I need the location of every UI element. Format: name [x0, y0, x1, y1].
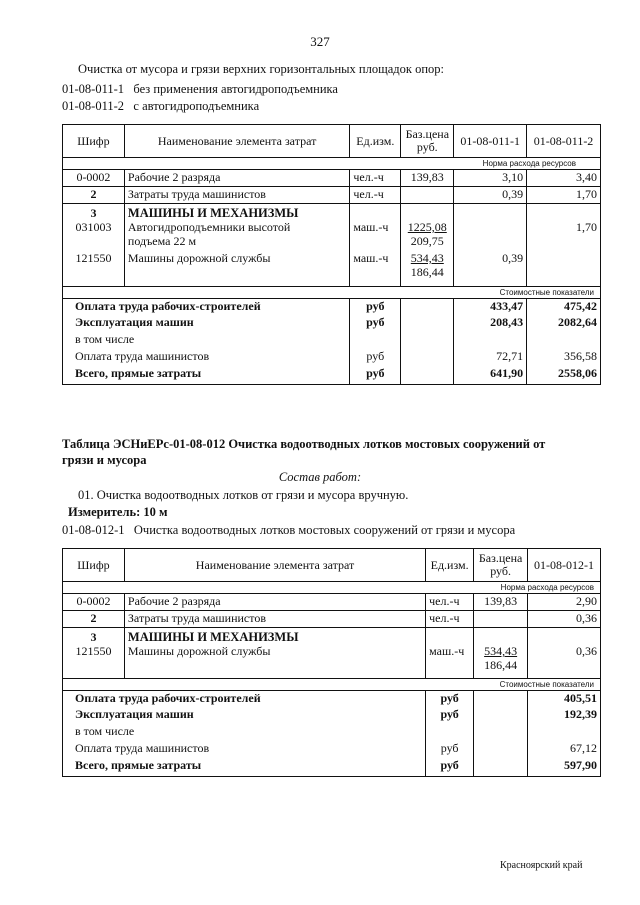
- cost-v1: 433,47: [454, 298, 527, 315]
- row-unit: чел.-ч: [426, 594, 474, 611]
- row-price: 139,83: [401, 170, 454, 187]
- table-row: [63, 366, 601, 384]
- row-v2: 3,40: [527, 170, 601, 187]
- cost-unit: руб: [426, 707, 474, 724]
- table-title: Таблица ЭСНиЕРс-01-08-012 Очистка водоотводных лотков мостовых сооружений от: [62, 437, 546, 451]
- cost-label: Стоимостные показатели: [63, 678, 601, 690]
- cost-unit: руб: [350, 298, 401, 315]
- cost-unit: руб: [426, 690, 474, 707]
- cost-v1: 67,12: [528, 741, 601, 758]
- table-row: [63, 204, 601, 221]
- table-row: [63, 220, 601, 248]
- table-row: [63, 298, 601, 315]
- cost-name: Оплата труда рабочих-строителей: [63, 298, 350, 315]
- row-v2: 1,70: [527, 220, 601, 248]
- variant-line: [62, 82, 338, 97]
- cost-v1: 597,90: [528, 758, 601, 776]
- row-v1: 0,39: [454, 248, 527, 286]
- cost-name: Эксплуатация машин: [63, 315, 350, 332]
- cost-v2: 2082,64: [527, 315, 601, 332]
- header-name: Наименование элемента затрат: [124, 549, 425, 582]
- table-row: [63, 315, 601, 332]
- table-row: [63, 707, 601, 724]
- cost-v2: 475,42: [527, 298, 601, 315]
- row-code: 3: [63, 628, 125, 645]
- row-code: 031003: [63, 220, 125, 248]
- table-row: [63, 248, 601, 286]
- row-name: Рабочие 2 разряда: [124, 594, 425, 611]
- row-price: 139,83: [474, 594, 528, 611]
- table-row: [63, 332, 601, 349]
- resource-table-1: [62, 124, 601, 385]
- cost-name: Оплата труда машинистов: [63, 349, 350, 366]
- norm-label: Норма расхода ресурсов: [63, 582, 601, 594]
- variant-text: с автогидроподъемника: [133, 99, 260, 113]
- row-price: 534,43 186,44: [474, 644, 528, 678]
- variant-code: 01-08-012-1: [62, 523, 125, 537]
- table-row: [63, 758, 601, 776]
- row-price: [401, 187, 454, 204]
- section1-heading: Очистка от мусора и грязи верхних горизонтальных площадок опор:: [78, 62, 445, 76]
- cost-v2: 2558,06: [527, 366, 601, 384]
- row-unit: чел.-ч: [426, 611, 474, 628]
- cost-v1: 405,51: [528, 690, 601, 707]
- composition-label: Состав работ:: [278, 470, 362, 484]
- row-name: Машины дорожной службы: [124, 248, 349, 286]
- row-name: Затраты труда машинистов: [124, 187, 349, 204]
- row-unit: маш.-ч: [426, 644, 474, 678]
- header-code: Шифр: [63, 549, 125, 582]
- row-v1: [454, 220, 527, 248]
- row-code: 0-0002: [63, 594, 125, 611]
- table-row: [63, 741, 601, 758]
- row-unit: чел.-ч: [350, 187, 401, 204]
- row-name: МАШИНЫ И МЕХАНИЗМЫ: [124, 628, 425, 645]
- variant-code: 01-08-011-1: [62, 82, 125, 96]
- cost-name: в том числе: [63, 724, 426, 741]
- row-name: Автогидроподъемники высотой подъема 22 м: [124, 220, 349, 248]
- cost-v1: 208,43: [454, 315, 527, 332]
- row-v1: 0,39: [454, 187, 527, 204]
- variant-text: Очистка водоотводных лотков мостовых сооружений от грязи и мусора: [133, 523, 516, 537]
- header-code: Шифр: [63, 125, 125, 158]
- header-col1: 01-08-011-1: [454, 125, 527, 158]
- row-v1: 0,36: [528, 644, 601, 678]
- header-unit: Ед.изм.: [350, 125, 401, 158]
- row-v1: 2,90: [528, 594, 601, 611]
- row-name: Рабочие 2 разряда: [124, 170, 349, 187]
- resource-table-2: [62, 548, 601, 777]
- table-row: [63, 349, 601, 366]
- header-price: Баз.цена руб.: [474, 549, 528, 582]
- cost-v2: 356,58: [527, 349, 601, 366]
- header-col2: 01-08-011-2: [527, 125, 601, 158]
- header-col1: 01-08-012-1: [528, 549, 601, 582]
- variant-line: [62, 99, 259, 114]
- variant-line: [62, 523, 515, 538]
- table-row: [63, 170, 601, 187]
- footer-region: Красноярский край: [500, 860, 583, 871]
- variant-text: без применения автогидроподъемника: [133, 82, 338, 96]
- row-price: 1225,08 209,75: [401, 220, 454, 248]
- cost-name: Оплата труда рабочих-строителей: [63, 690, 426, 707]
- row-name: МАШИНЫ И МЕХАНИЗМЫ: [124, 204, 349, 221]
- row-name: Машины дорожной службы: [124, 644, 425, 678]
- table-row: [63, 724, 601, 741]
- table-row: [63, 690, 601, 707]
- table-row: [63, 628, 601, 645]
- row-code: 2: [63, 187, 125, 204]
- cost-v1: 72,71: [454, 349, 527, 366]
- row-code: 121550: [63, 644, 125, 678]
- cost-label: Стоимостные показатели: [63, 286, 601, 298]
- cost-name: Эксплуатация машин: [63, 707, 426, 724]
- meter: Измеритель: 10 м: [68, 505, 168, 519]
- row-code: 121550: [63, 248, 125, 286]
- page-number: 327: [310, 34, 330, 49]
- cost-unit: руб: [426, 758, 474, 776]
- row-v1: 0,36: [528, 611, 601, 628]
- composition-item: 01. Очистка водоотводных лотков от грязи и мусора вручную.: [78, 488, 409, 502]
- row-price: [474, 611, 528, 628]
- cost-name: в том числе: [63, 332, 350, 349]
- table-row: [63, 187, 601, 204]
- cost-name: Оплата труда машинистов: [63, 741, 426, 758]
- cost-name: Всего, прямые затраты: [63, 366, 350, 384]
- row-code: 2: [63, 611, 125, 628]
- header-price: Баз.цена руб.: [401, 125, 454, 158]
- header-unit: Ед.изм.: [426, 549, 474, 582]
- cost-unit: руб: [350, 315, 401, 332]
- row-code: 3: [63, 204, 125, 221]
- row-v1: 3,10: [454, 170, 527, 187]
- row-unit: чел.-ч: [350, 170, 401, 187]
- row-unit: маш.-ч: [350, 248, 401, 286]
- cost-unit: руб: [350, 349, 401, 366]
- cost-v1: 641,90: [454, 366, 527, 384]
- row-name: Затраты труда машинистов: [124, 611, 425, 628]
- cost-name: Всего, прямые затраты: [63, 758, 426, 776]
- header-name: Наименование элемента затрат: [124, 125, 349, 158]
- norm-label: Норма расхода ресурсов: [63, 158, 601, 170]
- table-row: [63, 644, 601, 678]
- table-row: [63, 611, 601, 628]
- table-title-cont: грязи и мусора: [62, 453, 147, 467]
- row-v2: 1,70: [527, 187, 601, 204]
- row-v2: [527, 248, 601, 286]
- cost-unit: руб: [350, 366, 401, 384]
- row-code: 0-0002: [63, 170, 125, 187]
- row-price: 534,43 186,44: [401, 248, 454, 286]
- variant-code: 01-08-011-2: [62, 99, 125, 113]
- row-unit: маш.-ч: [350, 220, 401, 248]
- cost-unit: руб: [426, 741, 474, 758]
- cost-v1: 192,39: [528, 707, 601, 724]
- table-row: [63, 594, 601, 611]
